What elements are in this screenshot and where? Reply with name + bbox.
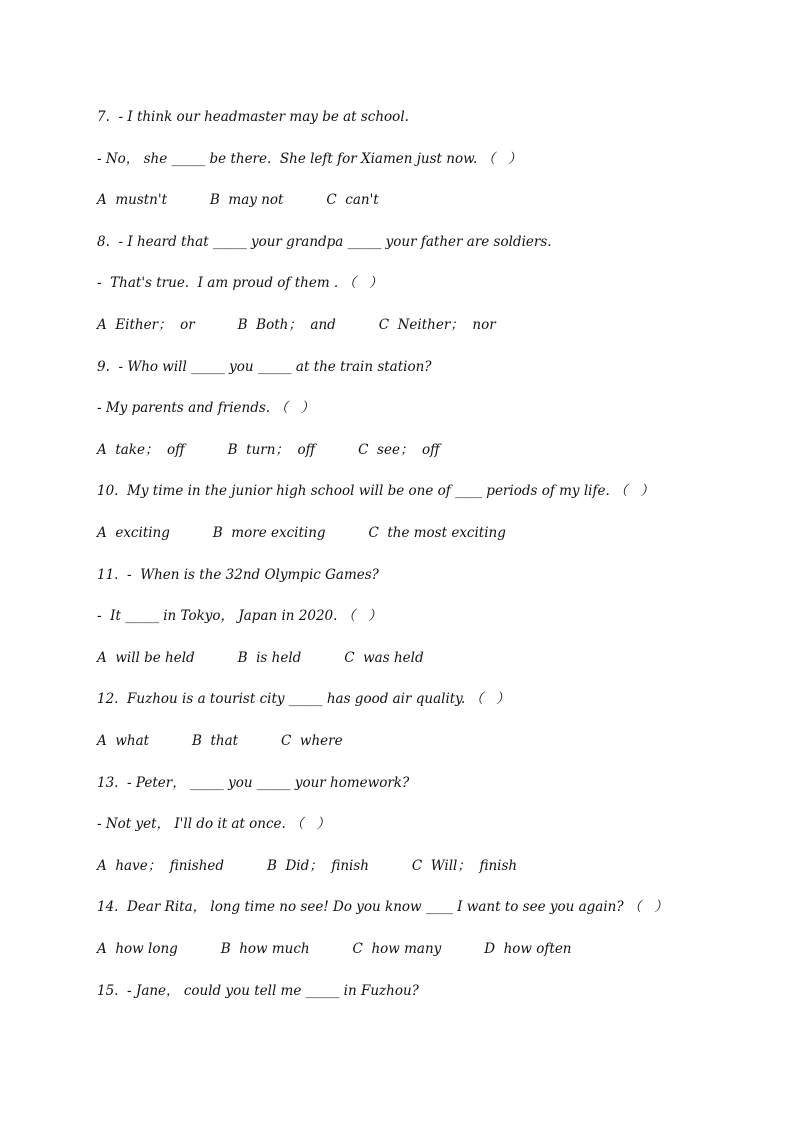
- question-8-stem: 8. - I heard that _____ your grandpa _____ your father are soldiers.: [97, 234, 552, 250]
- question-8-options: A Either； or B Both； and C Neither； nor: [97, 317, 496, 333]
- question-9-stem: 9. - Who will _____ you _____ at the train station?: [97, 359, 432, 375]
- question-13-options: A have； finished B Did； finish C Will； finish: [97, 858, 518, 874]
- question-11-stem: 11. - When is the 32nd Olympic Games?: [97, 567, 379, 583]
- question-9-reply: - My parents and friends. （ ）: [97, 400, 315, 416]
- question-12-stem: 12. Fuzhou is a tourist city _____ has good air quality. （ ）: [97, 691, 510, 707]
- question-9-options: A take； off B turn； off C see； off: [97, 442, 440, 458]
- question-12-options: A what B that C where: [97, 733, 343, 749]
- question-7-reply: - No， she _____ be there. She left for Xiamen just now. （ ）: [97, 151, 522, 167]
- question-11-options: A will be held B is held C was held: [97, 650, 424, 666]
- question-13-reply: - Not yet， I'll do it at once. （ ）: [97, 816, 331, 832]
- question-8-reply: - That's true. I am proud of them . （ ）: [97, 275, 383, 291]
- question-10-stem: 10. My time in the junior high school will be one of ____ periods of my life. （ ）: [97, 483, 654, 499]
- question-7-options: A mustn't B may not C can't: [97, 192, 379, 208]
- question-10-options: A exciting B more exciting C the most exciting: [97, 525, 506, 541]
- question-7-stem: 7. - I think our headmaster may be at school.: [97, 109, 409, 125]
- question-13-stem: 13. - Peter， _____ you _____ your homework?: [97, 775, 410, 791]
- question-14-options: A how long B how much C how many D how often: [97, 941, 572, 957]
- question-14-stem: 14. Dear Rita， long time no see! Do you know ____ I want to see you again? （ ）: [97, 899, 668, 915]
- question-11-reply: - It _____ in Tokyo， Japan in 2020. （ ）: [97, 608, 382, 624]
- question-15-stem: 15. - Jane， could you tell me _____ in Fuzhou?: [97, 983, 419, 999]
